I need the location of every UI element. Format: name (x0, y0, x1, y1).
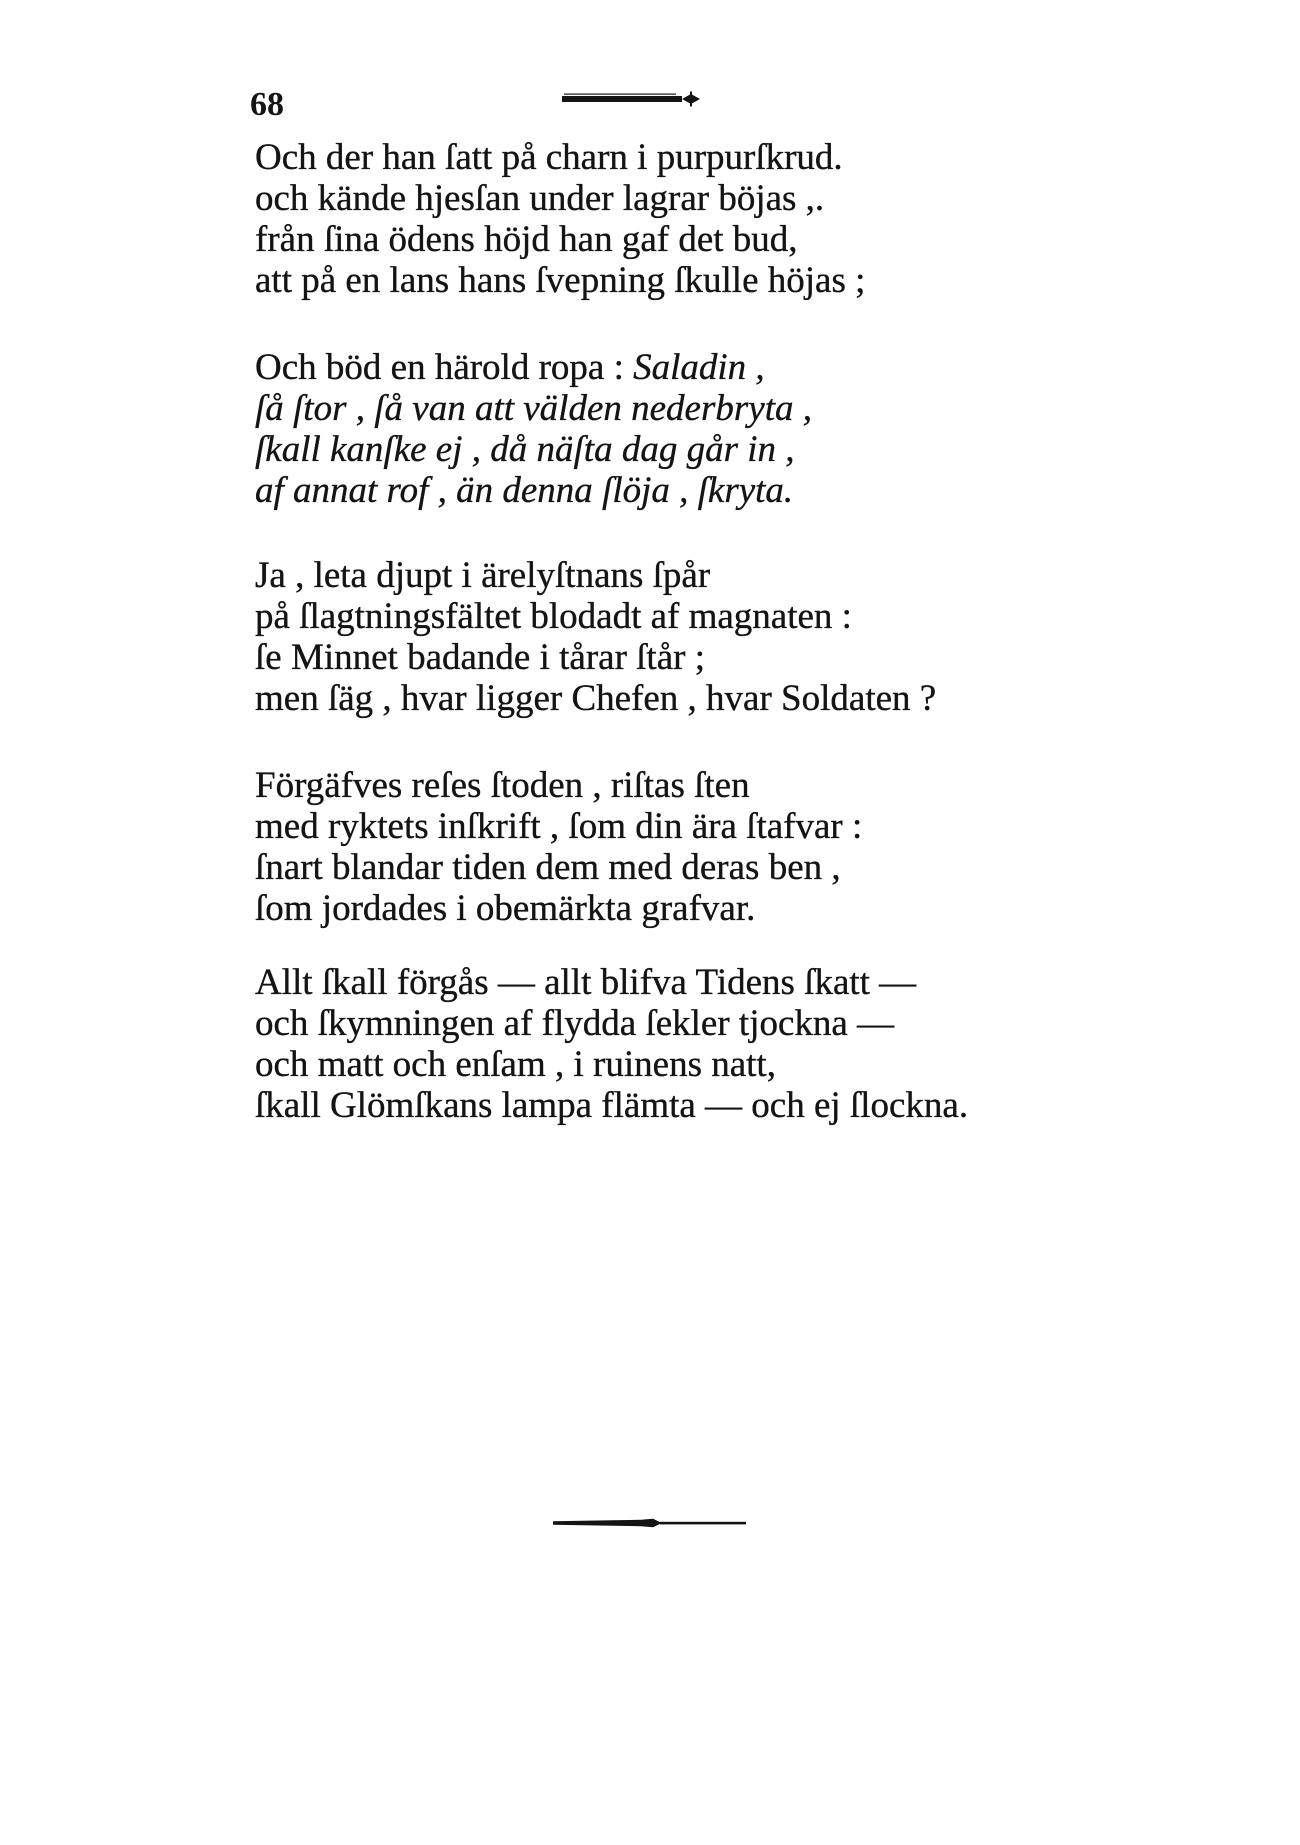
verse-line-roman: Och böd en härold ropa : (255, 347, 624, 388)
header-ornament (562, 91, 704, 107)
verse-line: ſkall kanſke ej , då näſta dag går in , (255, 429, 795, 470)
verse-line: att på en lans hans ſvepning ſkulle höjas ; (255, 260, 866, 301)
verse-line: ſnart blandar tiden dem med deras ben , (255, 847, 841, 888)
verse-line: med ryktets inſkrift , ſom din ära ſtafvar : (255, 806, 863, 847)
verse-line: Ja , leta djupt i ärelyſtnans ſpår (255, 555, 711, 596)
verse-line: men ſäg , hvar ligger Chefen , hvar Soldaten ? (255, 678, 937, 719)
verse-line: ſkall Glömſkans lampa flämta — och ej ſlockna. (255, 1085, 969, 1126)
verse-line: ſom jordades i obemärkta grafvar. (255, 888, 756, 929)
verse-line: af annat rof , än denna ſlöja , ſkryta. (255, 470, 794, 511)
verse-line: och kände hjesſan under lagrar böjas ,. (255, 178, 825, 219)
stanza-4 (255, 765, 862, 929)
verse-line: Och der han ſatt på charn i purpurſkrud. (255, 137, 843, 178)
verse-line: ſe Minnet badande i tårar ſtår ; (255, 637, 705, 678)
verse-line-italic: Saladin , (633, 347, 765, 388)
verse-line: och matt och enſam , i ruinens natt, (255, 1044, 776, 1085)
verse-line: från ſina ödens höjd han gaf det bud, (255, 219, 798, 260)
verse-line (255, 347, 812, 388)
verse-line: på ſlagtningsfältet blodadt af magnaten : (255, 596, 852, 637)
verse-line: ſå ſtor , ſå van att välden nederbryta , (255, 388, 812, 429)
stanza-5 (255, 962, 968, 1126)
tailpiece-ornament (553, 1515, 748, 1531)
stanza-2 (255, 347, 812, 511)
verse-line: Allt ſkall förgås — allt blifva Tidens ſkatt — (255, 962, 917, 1003)
verse-line: Förgäfves reſes ſtoden , riſtas ſten (255, 765, 750, 806)
page-number: 68 (250, 86, 284, 123)
stanza-3 (255, 555, 936, 719)
verse-line: och ſkymningen af flydda ſekler tjockna — (255, 1003, 895, 1044)
stanza-1 (255, 137, 865, 301)
